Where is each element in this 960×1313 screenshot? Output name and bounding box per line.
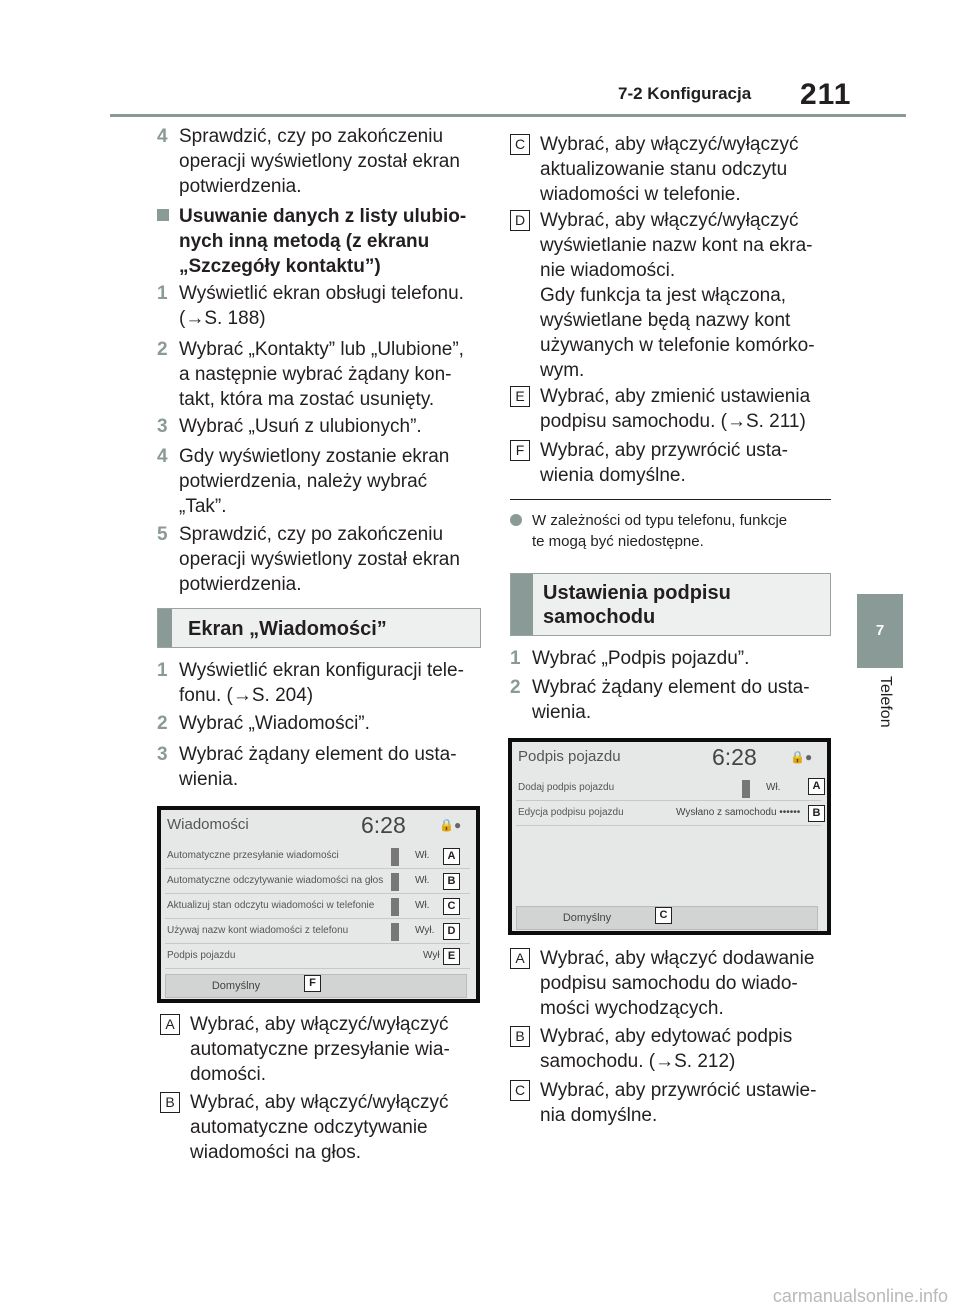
line: Usuwanie danych z listy ulubio- [179,206,467,227]
step-number: 1 [157,283,168,304]
line: wienia domyślne. [540,465,686,486]
row-value: Wysłano z samochodu •••••• [676,807,801,818]
line: Wybrać, aby włączyć dodawanie [540,948,815,969]
line: Wybrać, aby włączyć/wyłączyć [190,1014,449,1035]
line: W zależności od typu telefonu, funkcje [532,512,788,529]
row-label: Dodaj podpis pojazdu [518,782,615,793]
line: domości. [190,1064,267,1085]
row-label: Automatyczne odczytywanie wiadomości na głos [167,875,384,886]
letter-label: C [510,1080,530,1101]
line: Sprawdzić, czy po zakończeniu [179,126,444,147]
callout-b: B [808,805,825,822]
note-rule [510,499,831,500]
line: podpisu samochodu. (→S. 211) [540,411,806,432]
banner-title-line: samochodu [543,606,656,628]
line: nie wiadomości. [540,260,676,281]
status-icons: 🔒● [790,750,813,764]
chapter-label: Telefon [877,676,894,728]
step-number: 4 [157,126,168,147]
circle-bullet-icon [510,514,522,526]
line: Wybrać, aby przywrócić usta- [540,440,788,461]
line: Wybrać, aby włączyć/wyłączyć [190,1092,449,1113]
screen-clock: 6:28 [361,812,406,838]
step-number: 2 [510,677,521,698]
line: Wybrać, aby edytować podpis [540,1026,793,1047]
button-label: Domyślny [211,980,261,992]
toggle-indicator [742,780,750,798]
row-label: Używaj nazw kont wiadomości z telefonu [167,925,349,936]
letter-label: C [510,134,530,155]
callout-c: C [443,898,460,915]
step-number: 3 [157,416,168,437]
setting-row[interactable] [165,846,470,869]
screen-title: Wiadomości [167,816,249,833]
row-value: Wł. [766,782,781,793]
line: wienia. [532,702,592,723]
line: aktualizowanie stanu odczytu [540,159,788,180]
line: operacji wyświetlony został ekran [179,549,460,570]
line: Sprawdzić, czy po zakończeniu [179,524,444,545]
step-number: 1 [157,660,168,681]
line: „Tak”. [179,496,227,517]
banner-title: Ekran „Wiadomości” [188,618,387,640]
row-value: Wł. [415,875,430,886]
letter-label: B [510,1026,530,1047]
letter-label: B [160,1092,180,1113]
line: potwierdzenia, należy wybrać [179,471,428,492]
callout-f: F [304,975,321,992]
line: Gdy funkcja ta jest włączona, [540,285,787,306]
section-banner-signature [510,573,831,636]
setting-row[interactable] [516,803,821,826]
line: samochodu. (→S. 212) [540,1051,736,1072]
screen-clock: 6:28 [712,744,757,770]
line: Wybrać „Kontakty” lub „Ulubione”, [179,339,464,360]
line: wiadomości na głos. [190,1142,362,1163]
status-icons: 🔒● [439,818,462,832]
row-value: Wył. [415,925,435,936]
setting-row[interactable] [516,778,821,801]
setting-row[interactable] [165,871,470,894]
section-banner-messages [157,608,481,648]
chapter-tab: 7 [857,594,903,668]
line: te mogą być niedostępne. [532,533,704,550]
line: Wybrać, aby przywrócić ustawie- [540,1080,817,1101]
callout-b: B [443,873,460,890]
line: (→S. 188) [179,308,266,329]
line: potwierdzenia. [179,176,302,197]
line: Wybrać, aby zmienić ustawienia [540,386,811,407]
callout-e: E [443,948,460,965]
line: automatyczne odczytywanie [190,1117,428,1138]
messages-screenshot [157,806,480,1003]
banner-bar [158,609,172,647]
line: wienia. [179,769,239,790]
toggle-indicator [391,923,399,941]
row-label: Aktualizuj stan odczytu wiadomości w telefonie [167,900,375,911]
line: Wybrać, aby włączyć/wyłączyć [540,210,799,231]
callout-a: A [808,778,825,795]
line: takt, która ma zostać usunięty. [179,389,435,410]
line: a następnie wybrać żądany kon- [179,364,452,385]
line: podpisu samochodu do wiado- [540,973,798,994]
letter-label: A [510,948,530,969]
line: Wybrać żądany element do usta- [532,677,810,698]
signature-screenshot [508,738,831,935]
button-label: Domyślny [562,912,612,924]
screen-title: Podpis pojazdu [518,748,621,765]
line: fonu. (→S. 204) [179,685,314,706]
toggle-indicator [391,898,399,916]
line: Wybrać „Usuń z ulubionych”. [179,416,422,437]
row-label: Automatyczne przesyłanie wiadomości [167,850,339,861]
line: Wyświetlić ekran konfiguracji tele- [179,660,464,681]
step-number: 3 [157,744,168,765]
row-value: Wł. [415,850,430,861]
callout-c: C [655,907,672,924]
line: wiadomości w telefonie. [540,184,741,205]
line: nia domyślne. [540,1105,658,1126]
line: nych inną metodą (z ekranu [179,231,430,252]
line: wyświetlanie nazw kont na ekra- [540,235,813,256]
letter-label: A [160,1014,180,1035]
line: Wybrać „Podpis pojazdu”. [532,648,750,669]
setting-row[interactable] [165,946,470,969]
line: operacji wyświetlony został ekran [179,151,460,172]
step-number: 1 [510,648,521,669]
line: wym. [540,360,585,381]
step-number: 2 [157,339,168,360]
setting-row[interactable] [165,921,470,944]
row-value: Wł. [415,900,430,911]
line: Wybrać, aby włączyć/wyłączyć [540,134,799,155]
watermark: carmanualsonline.info [772,1286,948,1306]
banner-bar [511,574,533,635]
line: Wyświetlić ekran obsługi telefonu. [179,283,464,304]
line: Wybrać „Wiadomości”. [179,713,370,734]
line: wyświetlane będą nazwy kont [540,310,791,331]
line: Wybrać żądany element do usta- [179,744,457,765]
step-number: 4 [157,446,168,467]
line: Gdy wyświetlony zostanie ekran [179,446,450,467]
toggle-indicator [391,873,399,891]
letter-label: E [510,386,530,407]
callout-a: A [443,848,460,865]
step-number: 5 [157,524,168,545]
line: używanych w telefonie komórko- [540,335,815,356]
line: mości wychodzących. [540,998,724,1019]
line: automatyczne przesyłanie wia- [190,1039,450,1060]
callout-d: D [443,923,460,940]
letter-label: D [510,210,530,231]
banner-title-line: Ustawienia podpisu [543,582,731,604]
row-label: Podpis pojazdu [167,950,236,961]
page-number: 211 [800,78,852,111]
letter-label: F [510,440,530,461]
row-value: Wył [423,950,440,961]
section-title: 7-2 Konfiguracja [618,84,752,103]
row-label: Edycja podpisu pojazdu [518,807,624,818]
header-rule [110,114,906,117]
setting-row[interactable] [165,896,470,919]
line: potwierdzenia. [179,574,302,595]
toggle-indicator [391,848,399,866]
step-number: 2 [157,713,168,734]
square-bullet-icon [157,209,169,221]
line: „Szczegóły kontaktu”) [179,256,381,277]
